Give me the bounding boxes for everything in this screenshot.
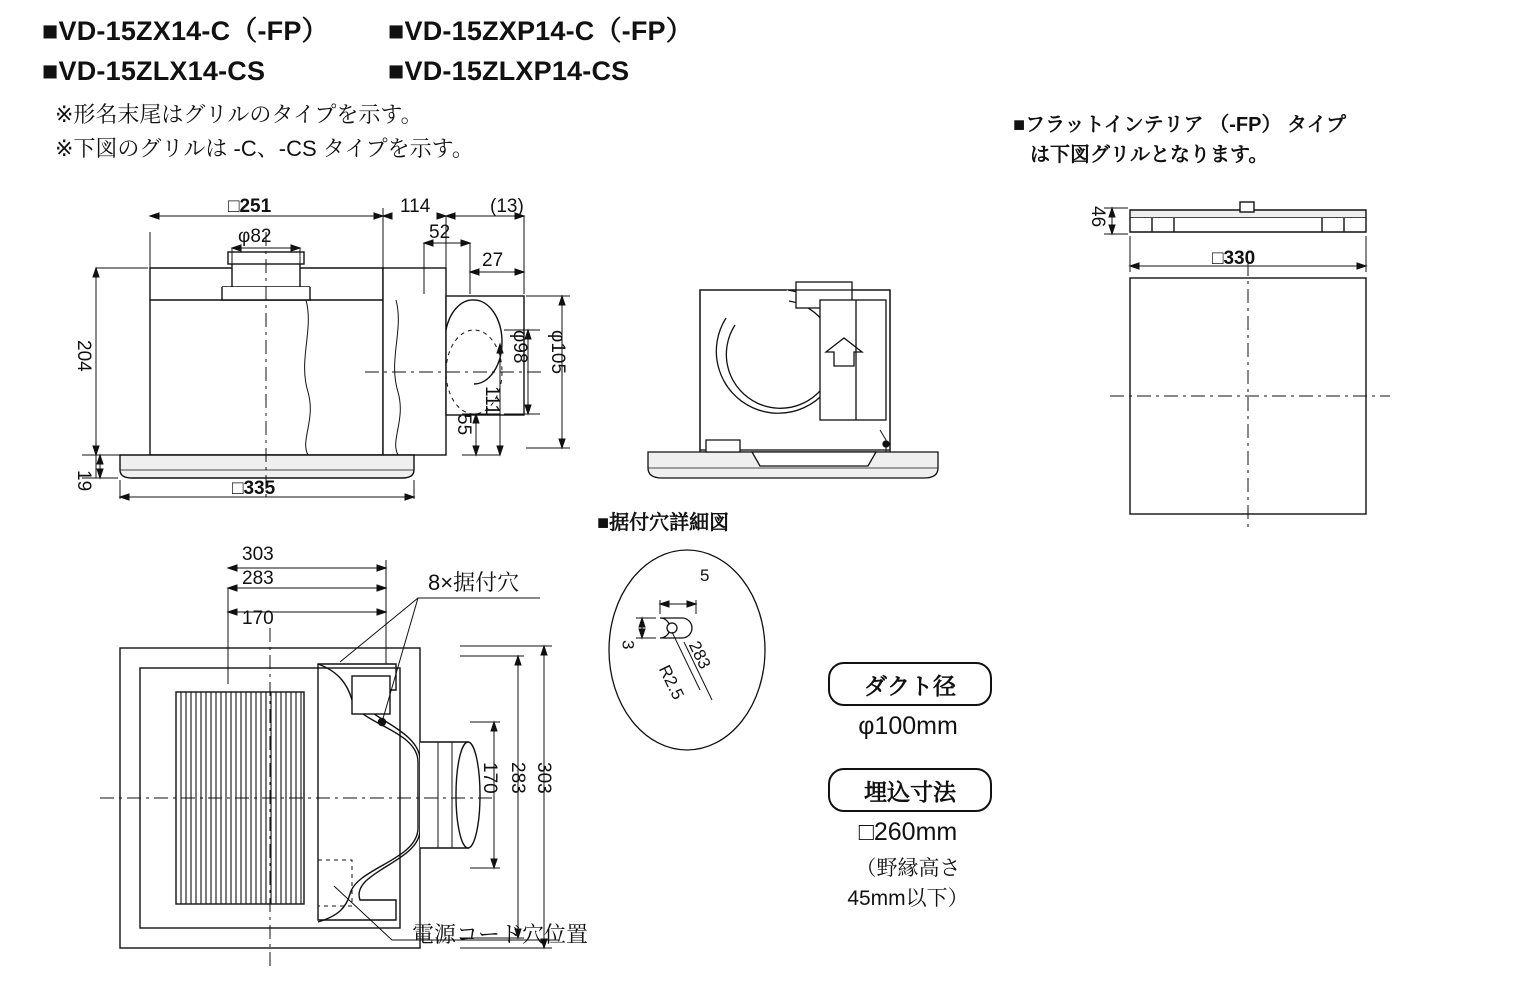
model-name-4: ■VD-15ZLXP14-CS — [388, 56, 630, 86]
spec-title-duct-diameter: ダクト径 — [828, 662, 992, 706]
spec-sub1-embed-dimension: （野縁高さ — [855, 857, 961, 880]
model-name-3: ■VD-15ZLX14-CS — [42, 56, 266, 86]
dim-251: □251 — [228, 196, 272, 217]
note-1: ※形名末尾はグリルのタイプを示す。 — [55, 102, 423, 127]
dim-114: 114 — [400, 196, 431, 217]
note-2: ※下図のグリルは -C、-CS タイプを示す。 — [55, 136, 474, 161]
dim-19: 19 — [72, 470, 94, 492]
detail-view-title: ■据付穴詳細図 — [597, 512, 730, 534]
dim-phi98: φ98 — [508, 330, 530, 364]
bottom-dim-170-top: 170 — [242, 608, 274, 629]
spec-value-embed-dimension: □260mm — [858, 818, 958, 846]
bottom-dim-303-right: 303 — [532, 762, 554, 794]
dim-phi82: φ82 — [238, 226, 272, 247]
bottom-dim-283-top: 283 — [242, 568, 274, 589]
dim-27: 27 — [482, 250, 504, 271]
callout-power-cord-hole: 電源コード穴位置 — [412, 922, 589, 947]
detail-dim-r25: R2.5 — [654, 662, 688, 703]
bottom-dim-303-top: 303 — [242, 544, 274, 565]
spec-value-duct-diameter: φ100mm — [858, 712, 958, 740]
dim-52: 52 — [429, 222, 451, 243]
flat-type-note-line2: は下図グリルとなります。 — [1030, 144, 1269, 166]
bottom-dim-170-right: 170 — [478, 762, 500, 794]
flat-type-note-line1: ■フラットインテリア （-FP） タイプ — [1013, 114, 1347, 136]
grill-dim-330: □330 — [1212, 248, 1256, 269]
dim-13: (13) — [490, 196, 524, 217]
detail-dim-3: 3 — [618, 640, 638, 650]
dim-335: □335 — [232, 478, 276, 499]
dim-phi105: φ105 — [546, 330, 568, 375]
model-name-2: ■VD-15ZXP14-C（-FP） — [388, 16, 693, 46]
dim-111: 111 — [480, 386, 502, 415]
dim-55: 55 — [452, 414, 474, 436]
dim-204: 204 — [72, 340, 94, 372]
spec-sub2-embed-dimension: 45mm以下） — [847, 887, 969, 910]
callout-mounting-holes: 8×据付穴 — [428, 570, 520, 595]
grill-dim-46: 46 — [1086, 206, 1108, 228]
model-name-1: ■VD-15ZX14-C（-FP） — [42, 16, 329, 46]
bottom-dim-283-right: 283 — [506, 762, 528, 794]
spec-title-embed-dimension: 埋込寸法 — [828, 768, 992, 812]
detail-dim-283: 283 — [684, 638, 715, 672]
detail-dim-5: 5 — [700, 566, 710, 585]
